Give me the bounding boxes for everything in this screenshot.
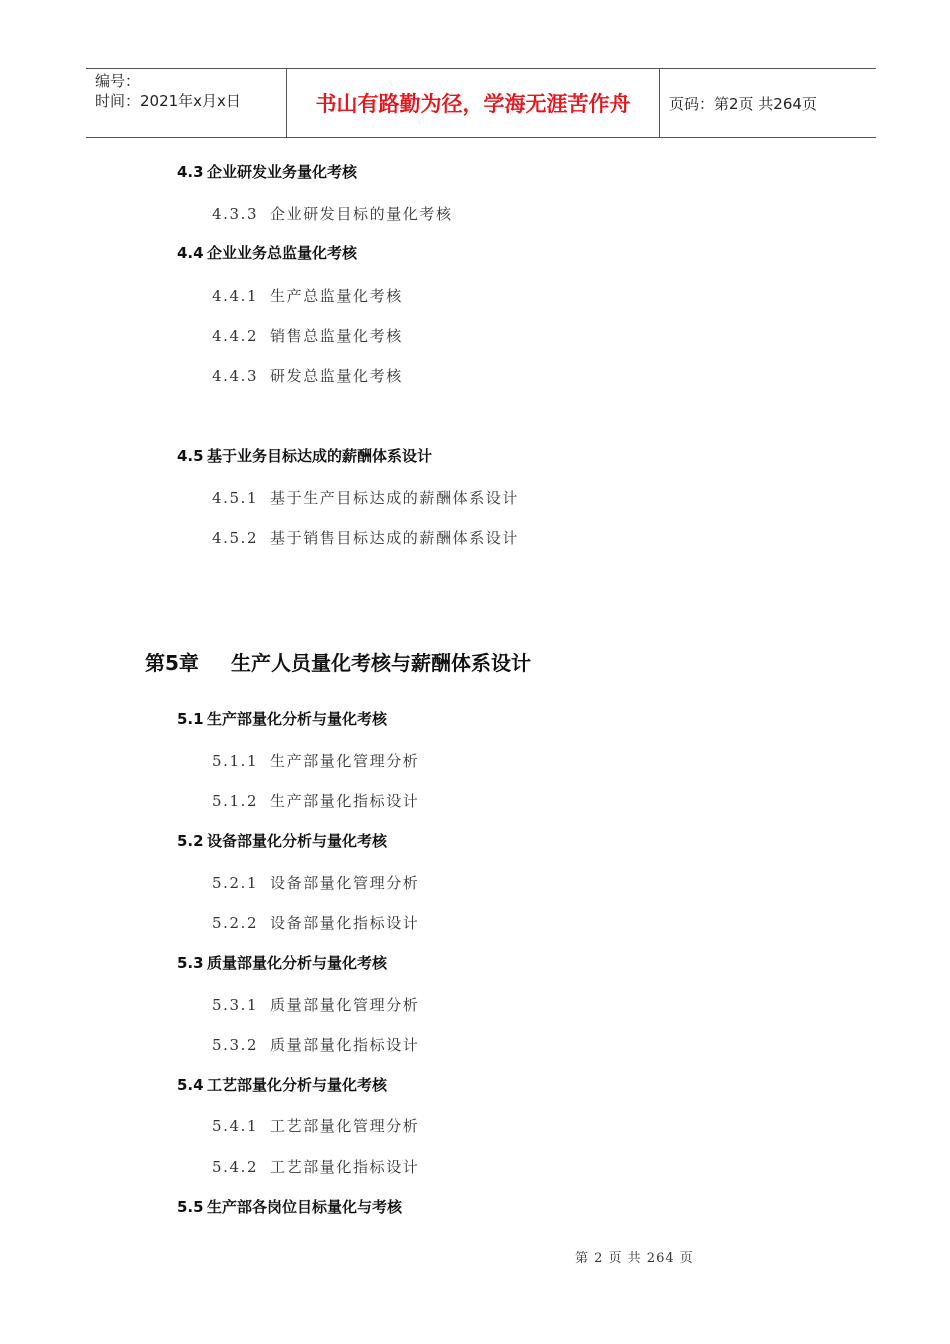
toc-entry[interactable] (177, 1074, 387, 1095)
toc-entry[interactable] (212, 1034, 419, 1055)
toc-entry-number: 4.5 (177, 447, 204, 465)
toc-entry-number: 5.3 (177, 954, 204, 972)
toc-entry[interactable] (212, 1115, 419, 1136)
toc-entry[interactable] (177, 445, 432, 466)
toc-entry[interactable] (212, 994, 419, 1015)
toc-entry[interactable] (212, 750, 419, 771)
toc-entry-title: 企业研发业务量化考核 (207, 163, 358, 181)
toc-entry-number: 5.1.1 (212, 752, 259, 770)
toc-entry[interactable] (212, 872, 419, 893)
toc-entry[interactable] (177, 830, 387, 851)
toc-entry-number: 5.1.2 (212, 792, 259, 810)
toc-entry-number: 5.4.1 (212, 1117, 259, 1135)
toc-entry-number: 5.3.2 (212, 1036, 259, 1054)
toc-entry[interactable] (177, 161, 357, 182)
toc-entry-title: 生产部量化分析与量化考核 (207, 710, 388, 728)
toc-entry-title: 设备部量化指标设计 (270, 914, 420, 932)
header-page-label: 页码：第2页 共264页 (669, 94, 817, 113)
toc-entry-number: 5.4 (177, 1076, 204, 1094)
toc-entry[interactable] (212, 325, 403, 346)
toc-entry-number: 4.4 (177, 244, 204, 262)
header-motto: 书山有路勤为径，学海无涯苦作舟 (287, 69, 660, 137)
toc-entry-title: 生产部量化管理分析 (270, 752, 420, 770)
document-number-label: 编号： (95, 72, 141, 90)
toc-entry-number: 4.5.1 (212, 489, 259, 507)
toc-entry-title: 质量部量化指标设计 (270, 1036, 420, 1054)
document-time-label: 时间：2021年x月x日 (95, 92, 241, 110)
toc-entry[interactable] (212, 1156, 419, 1177)
toc-entry-number: 4.4.3 (212, 367, 259, 385)
toc-entry-number: 5.2 (177, 832, 204, 850)
toc-entry-number: 4.5.2 (212, 529, 259, 547)
toc-entry-title: 工艺部量化指标设计 (270, 1158, 420, 1176)
toc-entry-number: 4.3 (177, 163, 204, 181)
toc-entry-title: 基于生产目标达成的薪酬体系设计 (270, 489, 520, 507)
toc-entry-title: 设备部量化管理分析 (270, 874, 420, 892)
header-meta (86, 69, 287, 137)
toc-chapter-number: 第5章 (145, 651, 199, 675)
toc-entry-number: 4.4.2 (212, 327, 259, 345)
toc-entry-title: 基于业务目标达成的薪酬体系设计 (207, 447, 433, 465)
toc-entry[interactable] (177, 242, 357, 263)
toc-entry-number: 5.2.2 (212, 914, 259, 932)
page-header (86, 68, 876, 138)
toc-entry-title: 生产部各岗位目标量化与考核 (207, 1198, 403, 1216)
toc-entry-number: 4.3.3 (212, 205, 259, 223)
toc-entry-title: 质量部量化分析与量化考核 (207, 954, 388, 972)
toc-entry[interactable] (212, 527, 519, 548)
toc-entry-title: 企业业务总监量化考核 (207, 244, 358, 262)
toc-entry[interactable] (212, 487, 519, 508)
toc-entry[interactable] (212, 203, 453, 224)
toc-entry[interactable] (212, 790, 419, 811)
page-footer: 第 2 页 共 264 页 (575, 1251, 694, 1266)
toc-entry[interactable] (177, 708, 387, 729)
toc-entry[interactable] (212, 365, 403, 386)
toc-entry-title: 企业研发目标的量化考核 (270, 205, 453, 223)
toc-entry-title: 基于销售目标达成的薪酬体系设计 (270, 529, 520, 547)
toc-entry-title: 工艺部量化管理分析 (270, 1117, 420, 1135)
toc-entry[interactable] (212, 285, 403, 306)
toc-entry-number: 5.5 (177, 1198, 204, 1216)
toc-entry-title: 生产部量化指标设计 (270, 792, 420, 810)
toc-chapter-title: 生产人员量化考核与薪酬体系设计 (231, 651, 531, 675)
toc-entry-number: 5.4.2 (212, 1158, 259, 1176)
toc-entry-title: 质量部量化管理分析 (270, 996, 420, 1014)
toc-entry-title: 销售总监量化考核 (270, 327, 403, 345)
toc-entry[interactable] (177, 1196, 402, 1217)
toc-entry-title: 生产总监量化考核 (270, 287, 403, 305)
toc-entry-title: 研发总监量化考核 (270, 367, 403, 385)
toc-entry[interactable] (212, 912, 419, 933)
toc-entry-number: 5.1 (177, 710, 204, 728)
toc-entry-number: 4.4.1 (212, 287, 259, 305)
toc-entry-number: 5.3.1 (212, 996, 259, 1014)
toc-entry[interactable] (177, 952, 387, 973)
toc-entry-title: 工艺部量化分析与量化考核 (207, 1076, 388, 1094)
toc-entry-number: 5.2.1 (212, 874, 259, 892)
toc-chapter[interactable] (145, 647, 531, 676)
toc-entry-title: 设备部量化分析与量化考核 (207, 832, 388, 850)
